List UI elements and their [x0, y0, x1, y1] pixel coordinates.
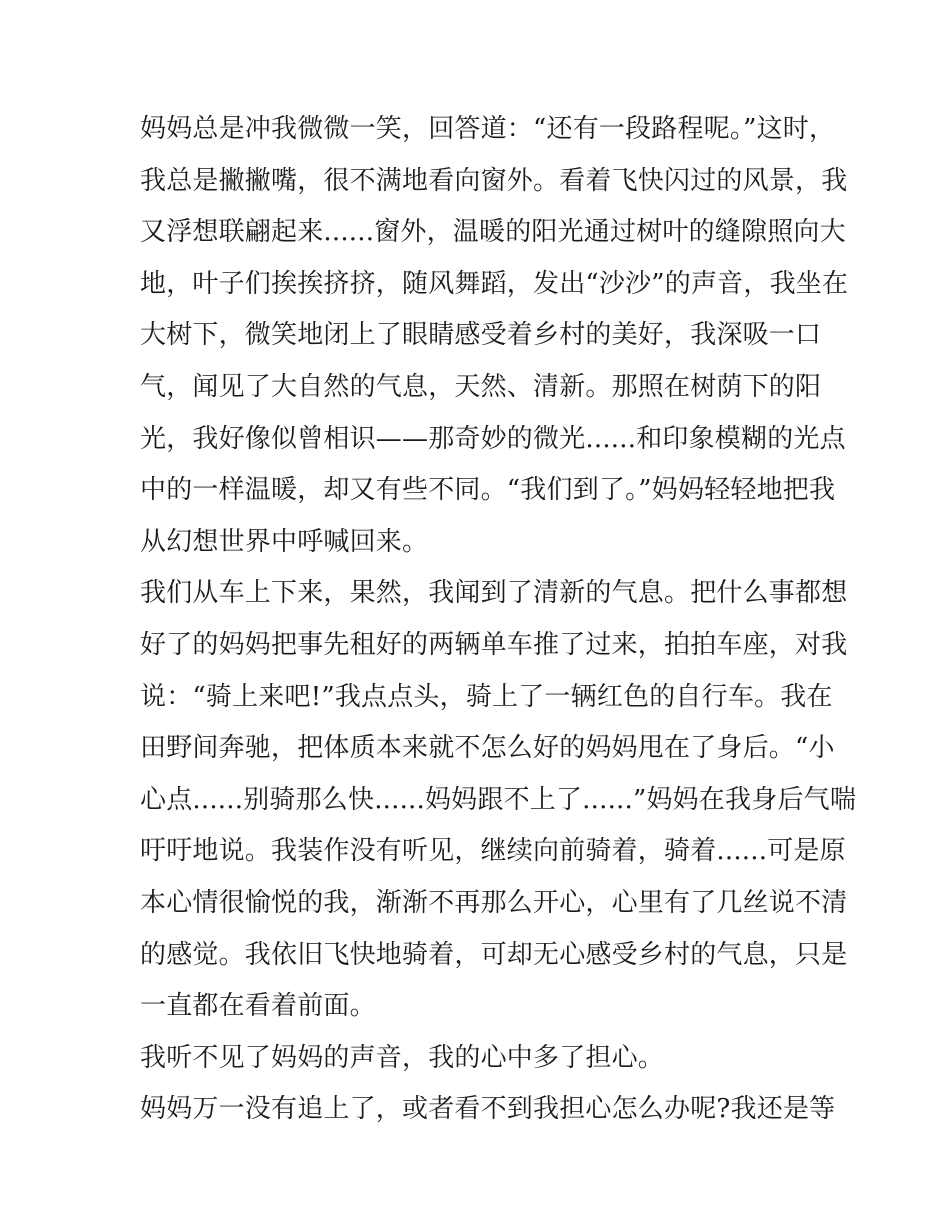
- text-line: 我总是撇撇嘴，很不满地看向窗外。看着飞快闪过的风景，我: [140, 165, 848, 196]
- text-line: 又浮想联翩起来......窗外，温暖的阳光通过树叶的缝隙照向大: [140, 217, 846, 248]
- text-line: 妈妈万一没有追上了，或者看不到我担心怎么办呢?我还是等: [140, 1094, 836, 1125]
- text-line: 气，闻见了大自然的气息，天然、清新。那照在树荫下的阳: [140, 371, 822, 402]
- text-line: 地，叶子们挨挨挤挤，随风舞蹈，发出“沙沙”的声音，我坐在: [140, 268, 849, 299]
- text-line: 中的一样温暖，却又有些不同。“我们到了。”妈妈轻轻地把我: [140, 475, 836, 506]
- text-line: 好了的妈妈把事先租好的两辆单车推了过来，拍拍车座，对我: [140, 629, 848, 660]
- text-line: 我们从车上下来，果然，我闻到了清新的气息。把什么事都想: [140, 578, 848, 609]
- text-line: 光，我好像似曾相识——那奇妙的微光......和印象模糊的光点: [140, 423, 846, 454]
- text-line: 心点......别骑那么快......妈妈跟不上了......”妈妈在我身后气喘: [140, 784, 857, 815]
- text-line: 我听不见了妈妈的声音，我的心中多了担心。: [140, 1042, 665, 1073]
- text-line: 大树下，微笑地闭上了眼睛感受着乡村的美好，我深吸一口: [140, 320, 822, 351]
- text-line: 一直都在看着前面。: [140, 991, 376, 1022]
- text-line: 吁吁地说。我装作没有听见，继续向前骑着，骑着......可是原: [140, 836, 846, 867]
- text-line: 妈妈总是冲我微微一笑，回答道：“还有一段路程呢。”这时，: [140, 114, 836, 144]
- text-line: 本心情很愉悦的我，渐渐不再那么开心，心里有了几丝说不清: [140, 887, 848, 918]
- text-line: 田野间奔驰，把体质本来就不怎么好的妈妈甩在了身后。“小: [140, 733, 835, 764]
- text-line: 从幻想世界中呼喊回来。: [140, 526, 429, 557]
- text-line: 的感觉。我依旧飞快地骑着，可却无心感受乡村的气息，只是: [140, 939, 848, 970]
- body-text: [140, 104, 857, 1136]
- text-line: 说：“骑上来吧!”我点点头，骑上了一辆红色的自行车。我在: [140, 681, 833, 712]
